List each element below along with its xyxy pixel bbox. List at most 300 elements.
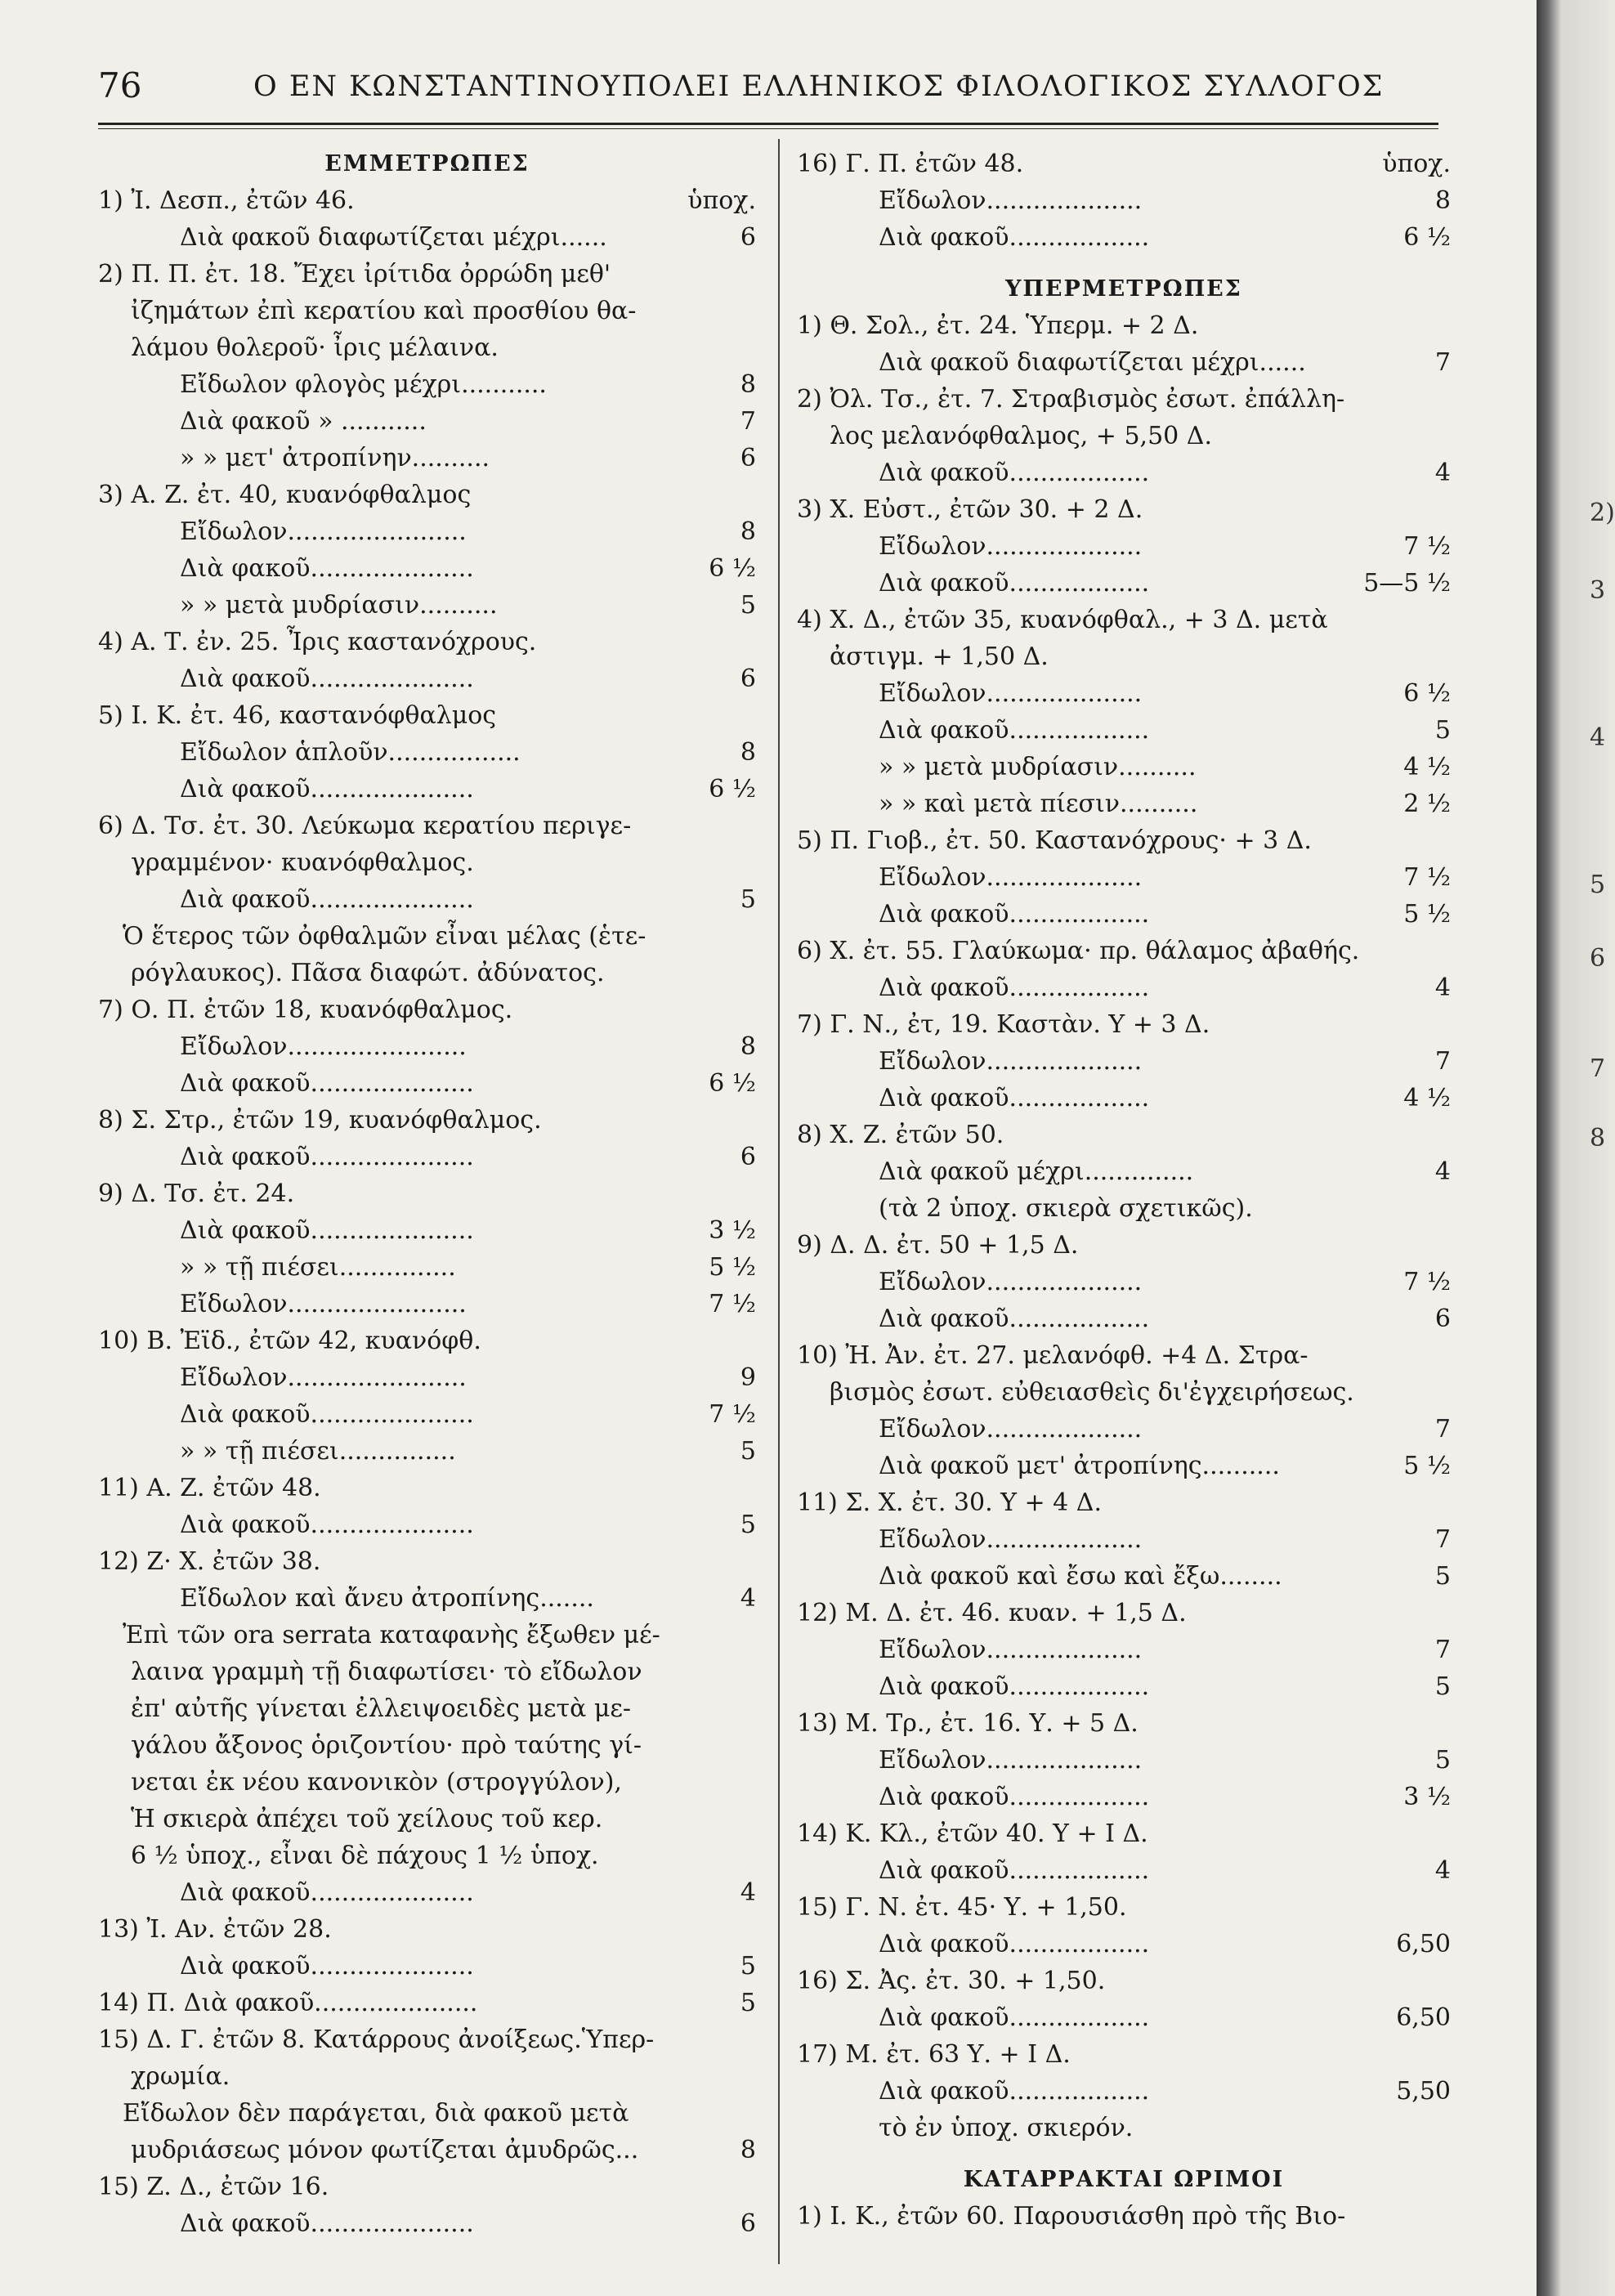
section-heading [797, 2161, 1451, 2198]
adjacent-page-mark: 7 [1590, 1054, 1606, 1083]
line-text: Εἴδωλον.................... [879, 186, 1143, 215]
line-text: 6 ½ ὑποχ., εἶναι δὲ πάχους 1 ½ ὑποχ. [131, 1842, 599, 1870]
text-line [797, 1264, 1451, 1300]
line-text: 13) Ἰ. Αν. ἐτῶν 28. [98, 1915, 332, 1944]
line-text: Διὰ φακοῦ..................... [180, 1878, 474, 1907]
text-line [797, 1337, 1451, 1374]
line-text: γραμμένον· κυανόφθαλμος. [131, 848, 474, 877]
section-heading [98, 145, 756, 182]
text-line [98, 513, 756, 550]
line-value: 5 [1434, 1746, 1451, 1775]
line-text: 7) Ο. Π. ἐτῶν 18, κυανόφθαλμος. [98, 996, 513, 1024]
text-line [797, 675, 1451, 712]
line-text: Εἴδωλον.................... [879, 1268, 1143, 1296]
text-line [98, 660, 756, 697]
line-text: 15) Ζ. Δ., ἐτῶν 16. [98, 2173, 329, 2201]
line-text: 12) Μ. Δ. ἐτ. 46. κυαν. + 1,5 Δ. [797, 1599, 1187, 1627]
text-line [98, 1506, 756, 1543]
line-text: Ὁ ἕτερος τῶν ὀφθαλμῶν εἶναι μέλας (ἑτε- [123, 922, 646, 951]
text-line [98, 1359, 756, 1396]
text-line [98, 1617, 756, 1654]
text-line [98, 734, 756, 771]
line-text: 2) Π. Π. ἐτ. 18. Ἔχει ἰρίτιδα ὀρρώδη μεθ' [98, 260, 611, 289]
text-line [98, 1985, 756, 2021]
line-text: Διὰ φακοῦ.................. [879, 973, 1150, 1002]
line-value: 5 [1434, 1672, 1451, 1701]
text-line [98, 1102, 756, 1139]
section-heading-text: ΚΑΤΑΡΡΑΚΤΑΙ ΩΡΙΜΟΙ [963, 2167, 1285, 2192]
line-text: Διὰ φακοῦ..................... [180, 665, 474, 693]
line-value: 6,50 [1396, 1930, 1451, 1958]
text-line [797, 344, 1451, 381]
text-line [98, 329, 756, 366]
line-text: Διὰ φακοῦ..................... [180, 554, 474, 583]
line-text: 4) Α. Τ. ἐν. 25. Ἶρις καστανόχρους. [98, 628, 537, 656]
line-value: 8 [740, 2136, 756, 2164]
line-text: 8) Σ. Στρ., ἐτῶν 19, κυανόφθαλμος. [98, 1106, 542, 1135]
text-line [98, 1433, 756, 1470]
adjacent-page-mark: 3 [1590, 576, 1606, 605]
line-text: 6) Δ. Τσ. ἐτ. 30. Λεύκωμα κερατίου περιγε- [98, 812, 632, 840]
adjacent-page-mark: 5 [1590, 871, 1606, 899]
line-value: 7 ½ [1403, 1268, 1451, 1296]
text-line [797, 1521, 1451, 1558]
adjacent-page-mark: 4 [1590, 723, 1606, 752]
line-text: Ἡ σκιερὰ ἀπέχει τοῦ χείλους τοῦ κερ. [131, 1805, 603, 1833]
text-line [797, 859, 1451, 896]
line-text: 9) Δ. Δ. ἐτ. 50 + 1,5 Δ. [797, 1231, 1079, 1260]
line-text: » » μετ' ἀτροπίνην.......... [180, 444, 490, 472]
header-rule-thin [98, 128, 1438, 129]
text-line [797, 1595, 1451, 1631]
line-text: 15) Δ. Γ. ἐτῶν 8. Κατάρρους ἀνοίξεως.Ὑπερ- [98, 2025, 655, 2054]
line-text: Εἴδωλον.................... [879, 863, 1143, 892]
text-line [98, 1580, 756, 1617]
section-gap [797, 256, 1451, 271]
text-line [98, 881, 756, 918]
line-text: Εἴδωλον.................... [879, 1746, 1143, 1775]
text-line [98, 366, 756, 403]
text-line [797, 381, 1451, 418]
line-value: 8 [740, 370, 756, 399]
line-text: Διὰ φακοῦ μέχρι.............. [879, 1157, 1194, 1186]
text-line [797, 1926, 1451, 1963]
line-text: » » μετὰ μυδρίασιν.......... [879, 753, 1197, 781]
text-line [98, 1175, 756, 1212]
line-text: λαινα γραμμὴ τῇ διαφωτίσει· τὸ εἴδωλον [131, 1658, 642, 1686]
text-line [797, 1779, 1451, 1815]
text-line [98, 808, 756, 844]
line-text: Διὰ φακοῦ..................... [180, 1216, 474, 1245]
text-line [797, 1889, 1451, 1926]
text-line [98, 477, 756, 513]
line-value: 6 [740, 2209, 756, 2238]
line-text: Διὰ φακοῦ.................. [879, 900, 1150, 929]
text-line [98, 1690, 756, 1727]
line-text: χρωμία. [131, 2062, 230, 2091]
text-line [797, 1484, 1451, 1521]
line-text: ἀστιγμ. + 1,50 Δ. [830, 642, 1049, 671]
line-text: Εἴδωλον.................... [879, 679, 1143, 708]
text-line [98, 2205, 756, 2242]
text-line [797, 1411, 1451, 1448]
line-text: 3) Α. Ζ. ἐτ. 40, κυανόφθαλμος [98, 481, 472, 509]
text-line [797, 896, 1451, 933]
text-line [98, 1249, 756, 1286]
line-value: 6 [740, 1143, 756, 1171]
line-value: ὑποχ. [687, 186, 756, 215]
line-value: 2 ½ [1403, 790, 1451, 818]
text-line [98, 1028, 756, 1065]
text-line [797, 1300, 1451, 1337]
line-value: 5 [740, 1989, 756, 2017]
line-value: 4 [740, 1584, 756, 1613]
line-text: Διὰ φακοῦ.................. [879, 569, 1150, 597]
line-text: 7) Γ. Ν., ἐτ, 19. Καστὰν. Υ + 3 Δ. [797, 1010, 1210, 1039]
text-line [98, 1470, 756, 1506]
line-value: 5 [740, 591, 756, 620]
text-line [797, 1852, 1451, 1889]
line-value: 7 [1434, 1525, 1451, 1554]
line-text: 16) Σ. Ἀς. ἐτ. 30. + 1,50. [797, 1967, 1106, 1995]
line-text: νεται ἐκ νέου κανονικὸν (στρογγύλον), [131, 1768, 622, 1797]
line-value: 6 [740, 665, 756, 693]
line-text: ἐπ' αὐτῆς γίνεται ἐλλειψοειδὲς μετὰ με- [131, 1694, 632, 1723]
line-text: Εἴδωλον.................... [879, 1415, 1143, 1443]
line-text: 17) Μ. ἐτ. 63 Υ. + Ι Δ. [797, 2040, 1071, 2069]
text-line [797, 1631, 1451, 1668]
text-line [98, 2058, 756, 2095]
line-value: 5 [1434, 1562, 1451, 1591]
line-value: 6 ½ [1403, 679, 1451, 708]
text-line [98, 256, 756, 293]
text-line [797, 219, 1451, 256]
text-line [98, 550, 756, 587]
text-line [797, 565, 1451, 602]
line-text: 10) Β. Ἐϊδ., ἐτῶν 42, κυανόφθ. [98, 1327, 481, 1355]
line-text: Διὰ φακοῦ..................... [180, 1069, 474, 1098]
line-value: 7 ½ [709, 1400, 756, 1429]
line-text: γάλου ἄξονος ὁριζοντίου· πρὸ ταύτης γί- [131, 1731, 642, 1760]
line-value: 5 [740, 885, 756, 914]
header-rule [98, 123, 1438, 125]
text-line [98, 219, 756, 256]
line-text: Εἴδωλον.................... [879, 1636, 1143, 1664]
line-text: » » τῇ πιέσει............... [180, 1253, 456, 1282]
line-text: 13) Μ. Τρ., ἐτ. 16. Υ. + 5 Δ. [797, 1709, 1139, 1738]
line-value: 8 [1434, 186, 1451, 215]
line-value: 5 [740, 1952, 756, 1980]
text-line [98, 844, 756, 881]
line-text: Διὰ φακοῦ » ........... [180, 407, 427, 436]
text-line [98, 955, 756, 991]
line-value: 5 ½ [709, 1253, 756, 1282]
text-line [98, 2132, 756, 2168]
text-line [98, 1727, 756, 1764]
text-line [797, 1742, 1451, 1779]
text-line [797, 969, 1451, 1006]
line-text: Διὰ φακοῦ.................. [879, 716, 1150, 745]
line-value: 6 [740, 444, 756, 472]
text-line [797, 145, 1451, 182]
text-line [98, 1801, 756, 1837]
line-text: Διὰ φακοῦ.................. [879, 1305, 1150, 1333]
line-text: βισμὸς ἐσωτ. εὐθειασθεὶς δι'ἐγχειρήσεως. [830, 1378, 1354, 1407]
line-text: Διὰ φακοῦ μετ' ἀτροπίνης.......... [879, 1452, 1280, 1480]
line-value: 7 [1434, 1636, 1451, 1664]
line-value: 7 ½ [1403, 863, 1451, 892]
line-text: » » μετὰ μυδρίασιν.......... [180, 591, 498, 620]
line-text: Εἴδωλον....................... [180, 1032, 467, 1061]
text-line [797, 1043, 1451, 1080]
text-line [98, 2095, 756, 2132]
line-text: 1) Ι. Κ., ἐτῶν 60. Παρουσιάσθη πρὸ τῆς Βιο- [797, 2202, 1346, 2231]
line-text: 16) Γ. Π. ἐτῶν 48. [797, 150, 1024, 178]
line-text: Διὰ φακοῦ..................... [180, 885, 474, 914]
text-line [98, 1874, 756, 1911]
line-text: Εἴδωλον ἁπλοῦν................. [180, 738, 521, 767]
text-line [797, 418, 1451, 454]
line-text: Διὰ φακοῦ καὶ ἔσω καὶ ἔξω........ [879, 1562, 1282, 1591]
line-text: 10) Ἠ. Ἀν. ἐτ. 27. μελανόφθ. +4 Δ. Στρα- [797, 1341, 1309, 1370]
text-line [797, 1117, 1451, 1153]
line-text: 14) Π. Διὰ φακοῦ..................... [98, 1989, 478, 2017]
line-value: 7 [1434, 1415, 1451, 1443]
line-value: 5 [740, 1511, 756, 1539]
line-text: 1) Ἰ. Δεσπ., ἐτῶν 46. [98, 186, 355, 215]
section-heading-text: ΕΜΜΕΤΡΩΠΕΣ [324, 151, 530, 177]
line-value: 6 ½ [709, 1069, 756, 1098]
text-line [98, 1396, 756, 1433]
text-line [797, 602, 1451, 638]
text-line [98, 918, 756, 955]
line-text: Διὰ φακοῦ..................... [180, 1952, 474, 1980]
text-line [797, 528, 1451, 565]
line-text: 15) Γ. Ν. ἐτ. 45· Υ. + 1,50. [797, 1893, 1127, 1922]
line-text: Εἴδωλον.................... [879, 1525, 1143, 1554]
line-text: 3) Χ. Εὐστ., ἐτῶν 30. + 2 Δ. [797, 495, 1143, 524]
line-text: 4) Χ. Δ., ἐτῶν 35, κυανόφθαλ., + 3 Δ. μετὰ [797, 606, 1328, 634]
line-text: 5) Ι. Κ. ἐτ. 46, καστανόφθαλμος [98, 701, 497, 730]
line-text: Εἴδωλον....................... [180, 1290, 467, 1318]
text-line [797, 1153, 1451, 1190]
line-value: 6,50 [1396, 2003, 1451, 2032]
line-value: 6 [1434, 1305, 1451, 1333]
text-line [98, 1837, 756, 1874]
line-text: » » καὶ μετὰ πίεσιν.......... [879, 790, 1198, 818]
line-text: 1) Θ. Σολ., ἐτ. 24. Ὑπερμ. + 2 Δ. [797, 311, 1199, 340]
line-value: 4 [1434, 973, 1451, 1002]
line-value: 4 ½ [1403, 1084, 1451, 1112]
text-line [98, 1948, 756, 1985]
line-value: 7 ½ [709, 1290, 756, 1318]
line-text: Διὰ φακοῦ.................. [879, 459, 1150, 487]
line-value: 5 [740, 1437, 756, 1466]
line-text: 11) Σ. Χ. ἐτ. 30. Υ + 4 Δ. [797, 1488, 1102, 1517]
text-line [98, 1654, 756, 1690]
line-value: 4 ½ [1403, 753, 1451, 781]
line-text: Διὰ φακοῦ.................. [879, 1672, 1150, 1701]
text-line [797, 182, 1451, 219]
text-line [797, 1558, 1451, 1595]
text-line [98, 624, 756, 660]
line-text: 14) Κ. Κλ., ἐτῶν 40. Υ + Ι Δ. [797, 1819, 1148, 1848]
line-value: 4 [1434, 1157, 1451, 1186]
text-line [797, 491, 1451, 528]
text-line [98, 2168, 756, 2205]
line-value: 7 [1434, 1047, 1451, 1076]
text-line [98, 1323, 756, 1359]
line-value: 6 [740, 223, 756, 252]
line-value: 7 ½ [1403, 532, 1451, 561]
line-text: » » τῇ πιέσει............... [180, 1437, 456, 1466]
line-text: Διὰ φακοῦ.................. [879, 1930, 1150, 1958]
text-line [797, 749, 1451, 785]
text-line [797, 1705, 1451, 1742]
text-line [98, 2021, 756, 2058]
line-text: Διὰ φακοῦ διαφωτίζεται μέχρι...... [879, 348, 1306, 377]
page-header [98, 65, 1438, 114]
text-line [797, 2036, 1451, 2073]
text-line [797, 2073, 1451, 2110]
line-text: ρόγλαυκος). Πᾶσα διαφώτ. ἀδύνατος. [131, 959, 605, 987]
line-text: Εἴδωλον.................... [879, 532, 1143, 561]
text-line [98, 1911, 756, 1948]
line-text: Διὰ φακοῦ..................... [180, 1511, 474, 1539]
line-text: λος μελανόφθαλμος, + 5,50 Δ. [830, 422, 1213, 450]
line-value: 4 [740, 1878, 756, 1907]
adjacent-page-mark: 6 [1590, 944, 1606, 973]
text-line [797, 454, 1451, 491]
line-value: 6 ½ [1403, 223, 1451, 252]
line-text: Διὰ φακοῦ.................. [879, 1856, 1150, 1885]
text-line [797, 1374, 1451, 1411]
adjacent-page-mark: 2) [1590, 499, 1615, 527]
line-value: 3 ½ [709, 1216, 756, 1245]
line-value: 5 [1434, 716, 1451, 745]
text-line [797, 1963, 1451, 1999]
page-number: 76 [98, 65, 142, 105]
line-text: λάμου θολεροῦ· ἶρις μέλαινα. [131, 333, 499, 362]
text-line [98, 403, 756, 440]
line-value: 7 [1434, 348, 1451, 377]
text-line [98, 1543, 756, 1580]
text-line [797, 785, 1451, 822]
line-text: Διὰ φακοῦ διαφωτίζεται μέχρι...... [180, 223, 607, 252]
text-line [797, 2110, 1451, 2146]
line-text: ἰζημάτων ἐπὶ κερατίου καὶ προσθίου θα- [131, 297, 637, 325]
right-column [797, 145, 1451, 2235]
text-line [98, 1764, 756, 1801]
adjacent-page-mark: 8 [1590, 1124, 1606, 1152]
line-text: 2) Ὀλ. Τσ., ἐτ. 7. Στραβισμὸς ἐσωτ. ἐπάλλη- [797, 385, 1345, 414]
line-value: 8 [740, 1032, 756, 1061]
line-text: Διὰ φακοῦ.................. [879, 1783, 1150, 1811]
line-text: τὸ ἐν ὑποχ. σκιερόν. [879, 2114, 1134, 2142]
text-line [98, 1286, 756, 1323]
line-text: 5) Π. Γιοβ., ἐτ. 50. Καστανόχρους· + 3 Δ. [797, 826, 1312, 855]
text-line [98, 293, 756, 329]
line-text: μυδριάσεως μόνον φωτίζεται ἀμυδρῶς... [131, 2136, 639, 2164]
text-line [98, 587, 756, 624]
text-line [797, 1006, 1451, 1043]
line-value: 8 [740, 738, 756, 767]
line-text: Διὰ φακοῦ..................... [180, 775, 474, 803]
text-line [98, 1139, 756, 1175]
line-text: 12) Ζ· Χ. ἐτῶν 38. [98, 1547, 321, 1576]
line-value: 4 [1434, 459, 1451, 487]
text-line [797, 933, 1451, 969]
text-line [98, 440, 756, 477]
line-text: Εἴδωλον.................... [879, 1047, 1143, 1076]
text-line [797, 1227, 1451, 1264]
text-line [98, 697, 756, 734]
line-text: Ἐπὶ τῶν ora serrata καταφανὴς ἔξωθεν μέ- [123, 1621, 660, 1649]
text-line [797, 1815, 1451, 1852]
line-value: 5 ½ [1403, 900, 1451, 929]
text-line [797, 1448, 1451, 1484]
line-text: Διὰ φακοῦ..................... [180, 2209, 474, 2238]
text-line [98, 182, 756, 219]
text-line [797, 2198, 1451, 2235]
line-text: (τὰ 2 ὑποχ. σκιερὰ σχετικῶς). [879, 1194, 1253, 1223]
line-value: 3 ½ [1403, 1783, 1451, 1811]
text-line [98, 1212, 756, 1249]
line-text: Διὰ φακοῦ.................. [879, 223, 1150, 252]
line-value: 9 [740, 1363, 756, 1392]
line-text: Εἴδωλον....................... [180, 1363, 467, 1392]
line-value: 7 [740, 407, 756, 436]
line-value: 4 [1434, 1856, 1451, 1885]
line-text: Διὰ φακοῦ..................... [180, 1400, 474, 1429]
line-value: 5,50 [1396, 2077, 1451, 2106]
text-line [98, 771, 756, 808]
line-text: 8) Χ. Ζ. ἐτῶν 50. [797, 1121, 1004, 1149]
line-text: Διὰ φακοῦ.................. [879, 2077, 1150, 2106]
line-text: 6) Χ. ἐτ. 55. Γλαύκωμα· πρ. θάλαμος ἀβαθής. [797, 937, 1360, 965]
line-text: Διὰ φακοῦ..................... [180, 1143, 474, 1171]
running-title: Ο ΕΝ ΚΩΝΣΤΑΝΤΙΝΟΥΠΟΛΕΙ ΕΛΛΗΝΙΚΟΣ ΦΙΛΟΛΟΓΙΚΟΣ ΣΥΛΛΟΓΟΣ [253, 70, 1385, 103]
section-heading-text: ΥΠΕΡΜΕΤΡΩΠΕΣ [1005, 276, 1242, 302]
line-text: Εἴδωλον δὲν παράγεται, διὰ φακοῦ μετὰ [123, 2099, 629, 2128]
line-text: Διὰ φακοῦ.................. [879, 2003, 1150, 2032]
line-text: Εἴδωλον καὶ ἄνευ ἀτροπίνης....... [180, 1584, 594, 1613]
line-text: Εἴδωλον....................... [180, 517, 467, 546]
text-line [98, 991, 756, 1028]
line-text: Εἴδωλον φλογὸς μέχρι........... [180, 370, 547, 399]
text-line [797, 1999, 1451, 2036]
text-line [797, 638, 1451, 675]
line-value: ὑποχ. [1382, 150, 1451, 178]
line-value: 6 ½ [709, 554, 756, 583]
text-line [797, 1190, 1451, 1227]
text-line [797, 1668, 1451, 1705]
text-line [797, 1080, 1451, 1117]
line-value: 5 ½ [1403, 1452, 1451, 1480]
text-line [797, 712, 1451, 749]
line-text: 9) Δ. Τσ. ἐτ. 24. [98, 1179, 295, 1208]
section-heading [797, 271, 1451, 307]
line-text: Διὰ φακοῦ.................. [879, 1084, 1150, 1112]
line-text: 11) Α. Ζ. ἐτῶν 48. [98, 1474, 321, 1502]
section-gap [797, 2146, 1451, 2161]
text-line [98, 1065, 756, 1102]
line-value: 8 [740, 517, 756, 546]
column-divider [778, 139, 780, 2264]
line-value: 6 ½ [709, 775, 756, 803]
text-line [797, 822, 1451, 859]
line-value: 5—5 ½ [1363, 569, 1451, 597]
